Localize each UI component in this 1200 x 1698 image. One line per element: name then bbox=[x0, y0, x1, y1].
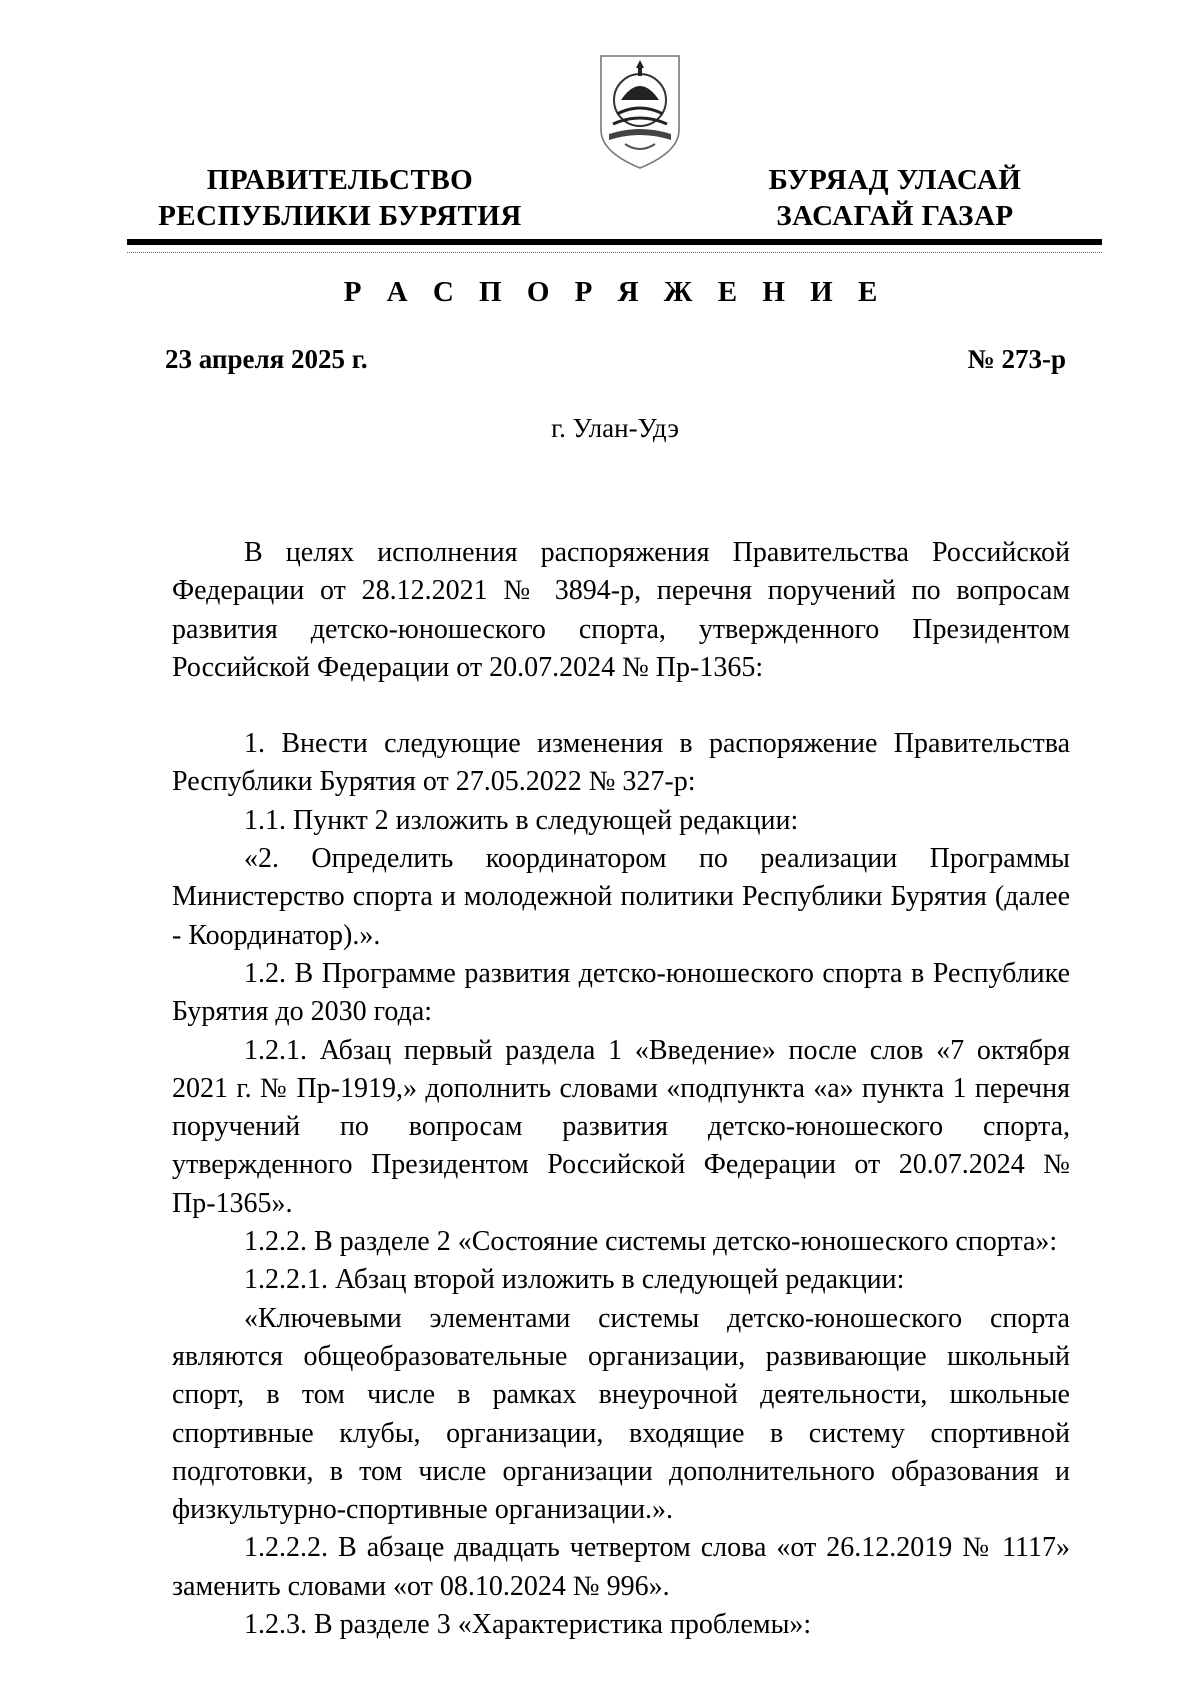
org-name-buryat-line2: ЗАСАГАЙ ГАЗАР bbox=[776, 200, 1014, 232]
header-divider-thin bbox=[127, 252, 1102, 253]
coat-of-arms-icon bbox=[595, 52, 685, 172]
paragraph-item-1: 1. Внести следующие изменения в распоряжение Правительства Республики Бурятия от 27.05.2022 № 327-р: bbox=[172, 728, 1070, 798]
paragraph-item-1-2-2-1: 1.2.2.1. Абзац второй изложить в следующей редакции: bbox=[244, 1264, 905, 1296]
org-name-russian-line2: РЕСПУБЛИКИ БУРЯТИЯ bbox=[158, 200, 522, 232]
document-body bbox=[172, 534, 1070, 1644]
paragraph-item-1-1-quote: «2. Определить координатором по реализации Программы Министерство спорта и молодежной политики Республики Бурятия (далее - Координатор).». bbox=[172, 843, 1070, 951]
document-city: г. Улан-Удэ bbox=[551, 413, 679, 443]
paragraph-preamble: В целях исполнения распоряжения Правительства Российской Федерации от 28.12.2021 № 3894-р, перечня поручений по вопросам развития детско-юношеского спорта, утвержденного Президентом Российской Федерации от 20.07.2024 № Пр-1365: bbox=[172, 537, 1070, 683]
header-divider-thick bbox=[127, 239, 1102, 245]
paragraph-item-1-2-2-2: 1.2.2.2. В абзаце двадцать четвертом слова «от 26.12.2019 № 1117» заменить словами «от 08.10.2024 № 996». bbox=[172, 1532, 1070, 1602]
paragraph-item-1-2-2-1-quote: «Ключевыми элементами системы детско-юношеского спорта являются общеобразовательные организации, развивающие школьный спорт, в том числе в рамках внеурочной деятельности, школьные спортивные клубы, организации, входящие в систему спортивной подготовки, в том числе организации дополнительного образования и физкультурно-спортивные организации.». bbox=[172, 1302, 1070, 1526]
org-name-russian bbox=[140, 162, 540, 234]
org-name-russian-line1: ПРАВИТЕЛЬСТВО bbox=[206, 164, 474, 196]
document-date: 23 апреля 2025 г. bbox=[165, 344, 368, 374]
org-name-buryat bbox=[735, 162, 1055, 234]
paragraph-item-1-2-1: 1.2.1. Абзац первый раздела 1 «Введение» после слов «7 октября 2021 г. № Пр-1919,» дополнить словами «подпункта «а» пункта 1 перечня поручений по вопросам развития детско-юношеского спорта, утвержденного Президентом Российской Федерации от 20.07.2024 № Пр-1365». bbox=[172, 1034, 1070, 1219]
paragraph-item-1-2-2: 1.2.2. В разделе 2 «Состояние системы детско-юношеского спорта»: bbox=[244, 1226, 1058, 1258]
paragraph-item-1-2: 1.2. В Программе развития детско-юношеского спорта в Республике Бурятия до 2030 года: bbox=[172, 957, 1070, 1028]
document-number: № 273-р bbox=[967, 344, 1066, 374]
paragraph-item-1-2-3: 1.2.3. В разделе 3 «Характеристика проблемы»: bbox=[244, 1609, 812, 1641]
org-name-buryat-line1: БУРЯАД УЛАСАЙ bbox=[768, 164, 1022, 196]
paragraph-item-1-1: 1.1. Пункт 2 изложить в следующей редакции: bbox=[244, 804, 799, 836]
document-type-title: Р А С П О Р Я Ж Е Н И Е bbox=[343, 276, 887, 308]
